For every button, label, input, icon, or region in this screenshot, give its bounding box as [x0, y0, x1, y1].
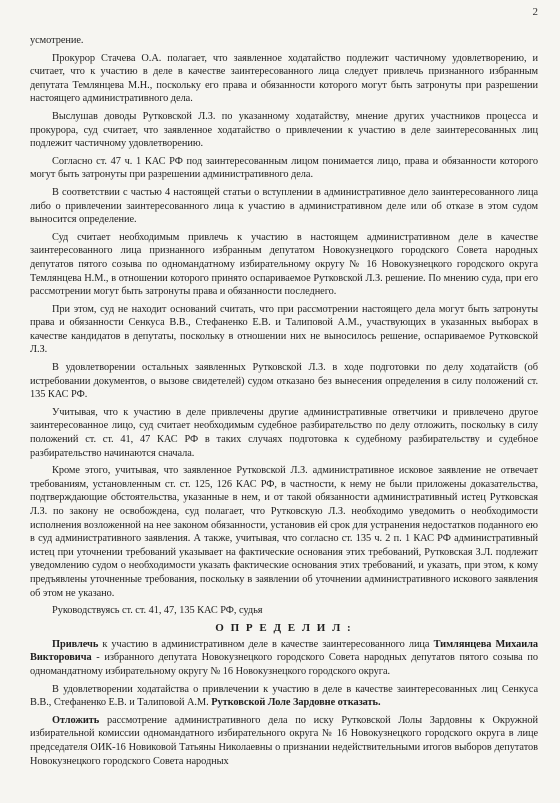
ruling-text: рассмотрение административного дела по иску Рутковской Лолы Зардовны к Окружной избирательной комиссии одномандатного избирательного округа № 16 Новокузнецкого городского округа в лице председателя ОИК-16 Новиковой Татьяны Николаевны о признании недействительными итогов выборов депутатов Новокузнецкого городского Совета народных [30, 714, 538, 767]
ruling-decision: Рутковской Лоле Зардовне отказать. [211, 697, 381, 709]
ruling-paragraph [30, 638, 538, 679]
paragraph: При этом, суд не находит оснований считать, что при рассмотрении настоящего дела могут быть затронуты права и обязанности Сенкуса В.В., Стефаненко Е.В. и Талиповой А.М., участвующих в указанных выборах в качестве кандидатов в депутаты, поскольку в отношении них не выносилось решение, оспариваемое Рутковской Л.З. [30, 303, 538, 356]
paragraph: В соответствии с частью 4 настоящей статьи о вступлении в административное дело заинтересованного лица либо о привлечении заинтересованного лица к участию в административном деле или об отказе в этом судом выносится определение. [30, 186, 538, 226]
paragraph: Кроме этого, учитывая, что заявленное Рутковской Л.З. административное исковое заявление не отвечает требованиям, установленным ст. ст. 125, 126 КАС РФ, в частности, к нему не были приложены доказательства, подтверждающие обстоятельства, указанные в нем, и от такой обязанности административный истец Рутковская Л.З. по закону не освобождена, суд полагает, что Рутковскую Л.З. необходимо уведомить о необходимости исполнения возложенной на нее законом обязанности, установив ей срок для устранения недостатков поданного ею в суд административного заявления. А также, учитывая, что согласно ст. 135 ч. 2 п. 1 КАС РФ административный истец при уточнении требований указывает на фактические основания этих требований, Рутковская З.Л. подлежит уведомлению судом о необходимости указать фактические основания этих требований, и указать, при этом, к кому предъявлены уточненные требования, поскольку в заявлении об уточнении административного искового заявления об этом не указано. [30, 465, 538, 599]
paragraph: Учитывая, что к участию в деле привлечены другие административные ответчики и привлечено другое заинтересованное лицо, суд считает необходимым судебное разбирательство по делу отложить, поскольку в силу положений ст. ст. 41, 47 КАС РФ в таких случаях подготовка к судебному разбирательству и судебное разбирательство начинаются сначала. [30, 406, 538, 459]
paragraph: усмотрение. [30, 35, 84, 46]
ruling-verb: Привлечь [52, 638, 99, 650]
ruling-paragraph [30, 714, 538, 768]
paragraph: Руководствуясь ст. ст. 41, 47, 135 КАС РФ, судья [52, 605, 263, 617]
ruling-text: к участию в административном деле в качестве заинтересованного лица [98, 638, 434, 650]
paragraph: Выслушав доводы Рутковской Л.З. по указанному ходатайству, мнение других участников процесса и прокурора, суд считает, что заявленное ходатайство о привлечении к участию в деле заинтересованных лиц подлежит частичному удовлетворению. [30, 110, 538, 150]
paragraph: Суд считает необходимым привлечь к участию в настоящем административном деле в качестве заинтересованного лица признанного избранным депутатом Новокузнецкого городского Совета народных депутатов пятого созыва по одномандатному избирательному округу № 16 Новокузнецкого городского округа Темлянцева Н.М., в отношении которого принято оспариваемое Рутковской Л.З. решение. По мнению суда, при его рассмотрении могут быть затронуты права и обязанности последнего. [30, 231, 538, 298]
ruling-heading: О П Р Е Д Е Л И Л : [215, 621, 353, 634]
ruling-person: Тимлянцева Михаила Викторовича [30, 638, 538, 664]
ruling-text: В удовлетворении ходатайства о привлечении к участию в деле в качестве заинтересованных лиц Сенкуса В.В., Стефаненко Е.В. и Талиповой А.М. [30, 683, 538, 709]
page-number: 2 [532, 6, 538, 18]
ruling-paragraph [30, 683, 538, 710]
document-body [30, 34, 538, 768]
ruling-verb: Отложить [52, 714, 100, 726]
ruling-text: - избранного депутата Новокузнецкого городского Совета народных депутатов пятого созыва по одномандатному избирательному округу № 16 Новокузнецкого городского округа. [30, 652, 538, 677]
paragraph: Согласно ст. 47 ч. 1 КАС РФ под заинтересованным лицом понимается лицо, права и обязанности которого могут быть затронуты при разрешении административного дела. [30, 155, 538, 181]
paragraph: В удовлетворении остальных заявленных Рутковской Л.З. в ходе подготовки по делу ходатайств (об истребовании документов, о вызове свидетелей) судом отказано без вынесения определения в силу положений ст. 135 КАС РФ. [30, 362, 538, 401]
paragraph: Прокурор Стачева О.А. полагает, что заявленное ходатайство подлежит частичному удовлетворению, и считает, что к участию в деле в качестве заинтересованного лица следует привлечь признанного избранным депутата Темлянцева М.Н., поскольку его права и обязанности которого могут быть затронуты при разрешении настоящего административного дела. [30, 52, 538, 105]
